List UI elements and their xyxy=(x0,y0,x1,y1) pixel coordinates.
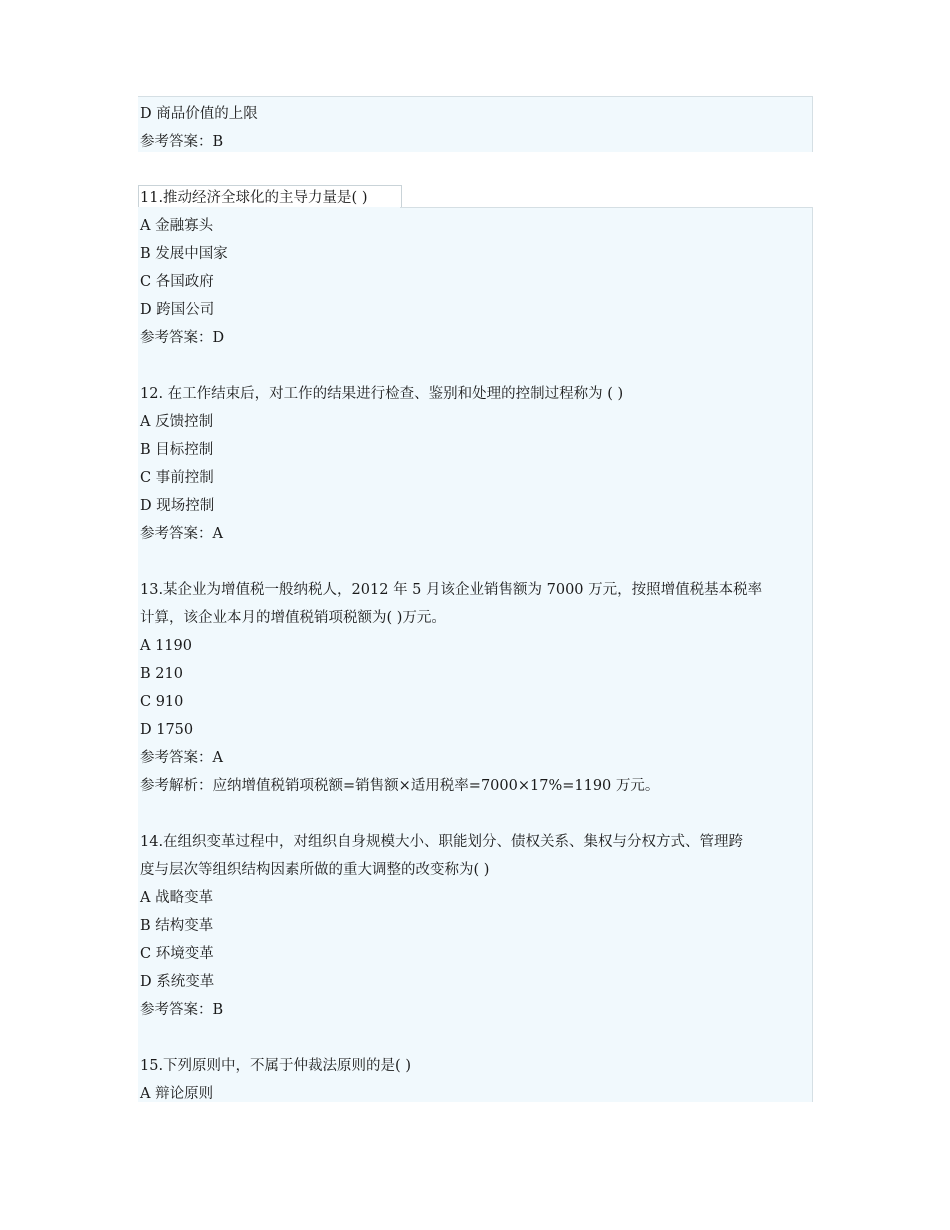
panel-right-border xyxy=(812,207,813,1102)
option-a: A 反馈控制 xyxy=(140,414,214,430)
option-b: B 发展中国家 xyxy=(140,246,228,262)
option-d: D 商品价值的上限 xyxy=(140,106,258,122)
explanation-line: 参考解析：应纳增值税销项税额=销售额×适用税率=7000×17%=1190 万元。 xyxy=(140,778,660,794)
option-a: A 1190 xyxy=(140,638,192,654)
answer-line: 参考答案：A xyxy=(140,750,223,766)
answer-line: 参考答案：D xyxy=(140,330,225,346)
option-a: A 金融寡头 xyxy=(140,218,214,234)
question-14-title-line-1: 14.在组织变革过程中，对组织自身规模大小、职能划分、债权关系、集权与分权方式、管理跨 xyxy=(140,834,744,850)
answer-line: 参考答案：B xyxy=(140,1002,224,1018)
option-b: B 结构变革 xyxy=(140,918,214,934)
option-a: A 辩论原则 xyxy=(140,1086,214,1102)
option-c: C 环境变革 xyxy=(140,946,214,962)
question-11-title: 11.推动经济全球化的主导力量是( ) xyxy=(140,190,368,206)
panel-bg xyxy=(138,207,813,1102)
option-d: D 1750 xyxy=(140,722,194,738)
question-12-title: 12. 在工作结束后，对工作的结果进行检查、鉴别和处理的控制过程称为 ( ) xyxy=(140,386,624,402)
option-d: D 现场控制 xyxy=(140,498,215,514)
panel-top-border xyxy=(138,96,813,97)
question-13-title-line-1: 13.某企业为增值税一般纳税人，2012 年 5 月该企业销售额为 7000 万元，按照增值税基本税率 xyxy=(140,582,763,598)
answer-line: 参考答案：B xyxy=(140,134,224,150)
option-b: B 210 xyxy=(140,666,183,682)
option-c: C 事前控制 xyxy=(140,470,214,486)
option-a: A 战略变革 xyxy=(140,890,214,906)
option-c: C 910 xyxy=(140,694,184,710)
option-b: B 目标控制 xyxy=(140,442,214,458)
question-15-title: 15.下列原则中，不属于仲裁法原则的是( ) xyxy=(140,1058,411,1074)
panel-top-border xyxy=(400,207,813,208)
option-d: D 跨国公司 xyxy=(140,302,215,318)
option-c: C 各国政府 xyxy=(140,274,214,290)
answer-line: 参考答案：A xyxy=(140,526,223,542)
option-d: D 系统变革 xyxy=(140,974,215,990)
question-13-title-line-2: 计算，该企业本月的增值税销项税额为( )万元。 xyxy=(140,610,446,626)
question-14-title-line-2: 度与层次等组织结构因素所做的重大调整的改变称为( ) xyxy=(140,862,490,878)
panel-right-border xyxy=(812,96,813,152)
